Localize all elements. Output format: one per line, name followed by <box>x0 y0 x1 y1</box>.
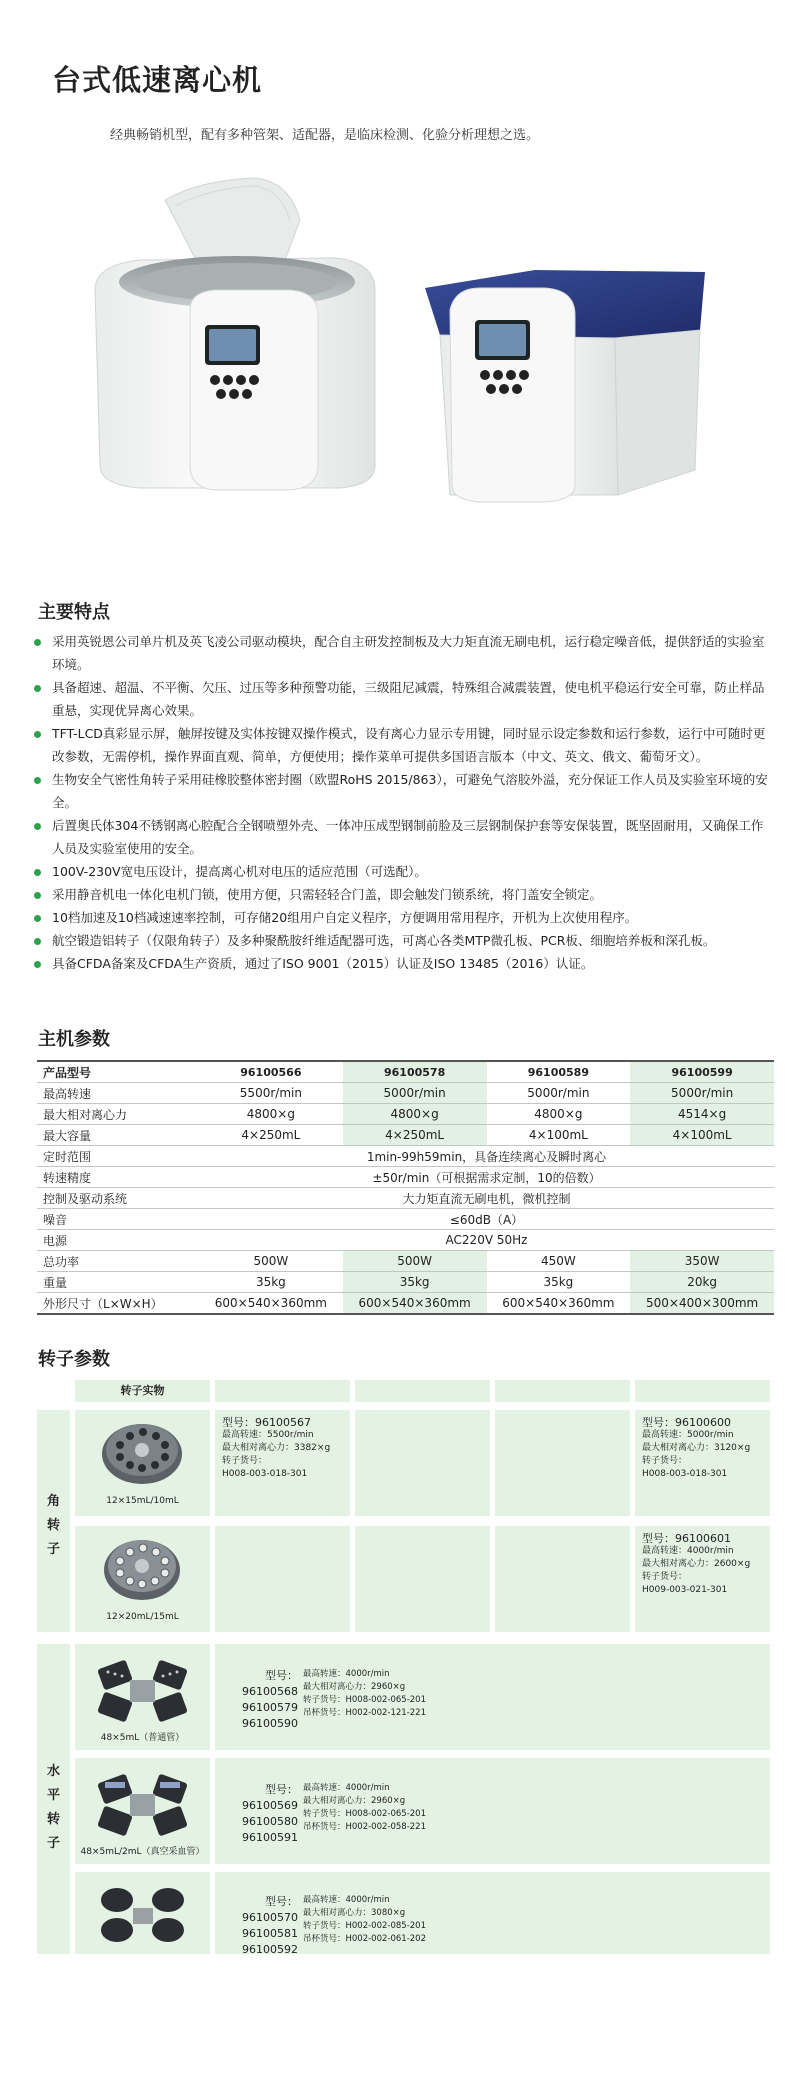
empty-cell <box>495 1526 630 1632</box>
rotor-models: 型号：96100569 96100580 96100591 <box>242 1783 298 1844</box>
rotor-caption: 48×5mL（普通管） <box>100 1733 185 1743</box>
table-row <box>37 1104 774 1125</box>
angle-rotor-label: 角 转 子 <box>46 1494 60 1557</box>
swing-rotor-image <box>75 1872 210 1954</box>
table-cell: 600×540×360mm <box>199 1293 343 1315</box>
table-cell: 4×250mL <box>343 1125 487 1146</box>
row-label: 重量 <box>37 1272 199 1293</box>
rotor-info-cell <box>215 1758 770 1864</box>
table-header-cell: 产品型号 <box>37 1061 199 1083</box>
rotor-info-96100567: 型号：96100567 最高转速：5500r/min 最大相对离心力：3382×g 转子货号： H008-003-018-301 <box>222 1416 331 1479</box>
table-cell: 350W <box>630 1251 774 1272</box>
rotor-info-cell <box>215 1872 770 1954</box>
table-cell: 4×250mL <box>199 1125 343 1146</box>
table-header-cell: 96100566 <box>199 1061 343 1083</box>
table-cell: ≤60dB（A） <box>199 1209 774 1230</box>
feature-item: 后置奥氏体304不锈钢离心腔配合全钢喷塑外壳、一体冲压成型钢制前脸及三层钢制保护套等安保装置，既坚固耐用，又确保工作人员及实验室使用的安全。 <box>30 814 770 860</box>
table-cell: 大力矩直流无刷电机，微机控制 <box>199 1188 774 1209</box>
table-header-cell: 96100599 <box>630 1061 774 1083</box>
row-label: 总功率 <box>37 1251 199 1272</box>
table-cell: 600×540×360mm <box>487 1293 631 1315</box>
empty-cell <box>355 1410 490 1516</box>
table-cell: 600×540×360mm <box>343 1293 487 1315</box>
table-cell: 5000r/min <box>343 1083 487 1104</box>
swing-rotor-label: 水 平 转 子 <box>46 1764 60 1851</box>
table-cell: 500W <box>343 1251 487 1272</box>
table-cell: 4×100mL <box>630 1125 774 1146</box>
table-row <box>37 1188 774 1209</box>
rotor-caption: 48×5mL/2mL（真空采血管） <box>80 1847 205 1857</box>
feature-item: 采用英锐恩公司单片机及英飞凌公司驱动模块，配合自主研发控制板及大力矩直流无刷电机，运行稳定噪音低，提供舒适的实验室环境。 <box>30 630 770 676</box>
feature-item: 航空锻造铝转子（仅限角转子）及多种聚酰胺纤维适配器可选，可离心各类MTP微孔板、PCR板、细胞培养板和深孔板。 <box>30 929 770 952</box>
header-cell <box>635 1380 770 1402</box>
header-cell <box>355 1380 490 1402</box>
row-label: 定时范围 <box>37 1146 199 1167</box>
rotor-specs: 最高转速：4000r/min 最大相对离心力：2960×g 转子货号：H008-002-065-201 吊杯货号：H002-002-058-221 <box>303 1783 426 1832</box>
row-label: 电源 <box>37 1230 199 1251</box>
params-table <box>37 1060 774 1315</box>
table-row <box>37 1125 774 1146</box>
page-title: 台式低速离心机 <box>52 63 263 97</box>
table-row <box>37 1209 774 1230</box>
feature-item: 生物安全气密性角转子采用硅橡胶整体密封圈（欧盟RoHS 2015/863），可避免气溶胶外溢，充分保证工作人员及实验室环境的安全。 <box>30 768 770 814</box>
feature-item: 10档加速及10档减速速率控制，可存储20组用户自定义程序，方便调用常用程序，开机为上次使用程序。 <box>30 906 770 929</box>
table-cell: 1min-99h59min，具备连续离心及瞬时离心 <box>199 1146 774 1167</box>
row-label: 最高转速 <box>37 1083 199 1104</box>
feature-item: 100V-230V宽电压设计，提高离心机对电压的适应范围（可选配）。 <box>30 860 770 883</box>
empty-cell <box>495 1410 630 1516</box>
rotor-info-96100600: 型号：96100600 最高转速：5000r/min 最大相对离心力：3120×g 转子货号： H008-003-018-301 <box>642 1416 751 1479</box>
table-cell: 450W <box>487 1251 631 1272</box>
table-cell: 500×400×300mm <box>630 1293 774 1315</box>
table-cell: 4800×g <box>343 1104 487 1125</box>
closed-lid-centrifuge <box>425 270 705 502</box>
table-cell: ±50r/min（可根据需求定制，10的倍数） <box>199 1167 774 1188</box>
table-cell: 20kg <box>630 1272 774 1293</box>
table-header-cell: 96100578 <box>343 1061 487 1083</box>
table-cell: AC220V 50Hz <box>199 1230 774 1251</box>
feature-item: 采用静音机电一体化电机门锁，使用方便，只需轻轻合门盖，即会触发门锁系统，将门盖安全锁定。 <box>30 883 770 906</box>
row-label: 控制及驱动系统 <box>37 1188 199 1209</box>
table-row <box>37 1083 774 1104</box>
params-heading: 主机参数 <box>38 1029 110 1050</box>
table-cell: 5500r/min <box>199 1083 343 1104</box>
rotor-info-96100601: 型号：96100601 最高转速：4000r/min 最大相对离心力：2600×g 转子货号： H009-003-021-301 <box>642 1532 751 1595</box>
table-row <box>37 1146 774 1167</box>
feature-item: 具备超速、超温、不平衡、欠压、过压等多种预警功能，三级阻尼减震，特殊组合减震装置，使电机平稳运行安全可靠，防止样品重悬，实现优异离心效果。 <box>30 676 770 722</box>
table-cell: 4514×g <box>630 1104 774 1125</box>
table-cell: 4800×g <box>199 1104 343 1125</box>
table-row <box>37 1167 774 1188</box>
rotor-info-cell <box>215 1644 770 1750</box>
table-row <box>37 1230 774 1251</box>
header-cell <box>495 1380 630 1402</box>
open-lid-centrifuge <box>95 178 375 490</box>
rotor-caption: 12×15mL/10mL <box>106 1496 179 1506</box>
rotor-photo-cell <box>75 1872 210 1954</box>
row-label: 噪音 <box>37 1209 199 1230</box>
table-cell: 5000r/min <box>487 1083 631 1104</box>
rotor-models: 型号：96100570 96100581 96100592 <box>242 1895 298 1956</box>
empty-cell <box>215 1526 350 1632</box>
rotor-specs: 最高转速：4000r/min 最大相对离心力：3080×g 转子货号：H002-002-085-201 吊杯货号：H002-002-061-202 <box>303 1895 426 1944</box>
centrifuge-product-photo <box>0 170 800 510</box>
table-header-cell: 96100589 <box>487 1061 631 1083</box>
page-subtitle: 经典畅销机型，配有多种管架、适配器，是临床检测、化验分析理想之选。 <box>110 128 540 143</box>
table-cell: 4×100mL <box>487 1125 631 1146</box>
table-row <box>37 1272 774 1293</box>
feature-item: 具备CFDA备案及CFDA生产资质，通过了ISO 9001（2015）认证及ISO 13485（2016）认证。 <box>30 952 770 975</box>
feature-item: TFT-LCD真彩显示屏，触屏按键及实体按键双操作模式，设有离心力显示专用键，同时显示设定参数和运行参数，运行中可随时更改参数，无需停机，操作界面直观、简单，方便使用；操作菜单可提供多国语言版本（中文、英文、俄文、葡萄牙文）。 <box>30 722 770 768</box>
row-label: 最大相对离心力 <box>37 1104 199 1125</box>
rotor-grid <box>0 1380 800 1980</box>
rotors-heading: 转子参数 <box>38 1349 110 1370</box>
table-cell: 35kg <box>343 1272 487 1293</box>
rotor-photo-header: 转子实物 <box>75 1380 210 1402</box>
table-row <box>37 1293 774 1315</box>
header-cell <box>215 1380 350 1402</box>
table-cell: 4800×g <box>487 1104 631 1125</box>
row-label: 最大容量 <box>37 1125 199 1146</box>
rotor-models: 型号：96100568 96100579 96100590 <box>242 1669 298 1730</box>
empty-cell <box>355 1526 490 1632</box>
table-row <box>37 1251 774 1272</box>
table-header-row <box>37 1061 774 1083</box>
table-cell: 35kg <box>199 1272 343 1293</box>
table-cell: 5000r/min <box>630 1083 774 1104</box>
row-label: 外形尺寸（L×W×H） <box>37 1293 199 1315</box>
table-cell: 500W <box>199 1251 343 1272</box>
row-label: 转速精度 <box>37 1167 199 1188</box>
rotor-specs: 最高转速：4000r/min 最大相对离心力：2960×g 转子货号：H008-002-065-201 吊杯货号：H002-002-121-221 <box>303 1669 426 1718</box>
features-heading: 主要特点 <box>38 602 110 623</box>
table-cell: 35kg <box>487 1272 631 1293</box>
rotor-caption: 12×20mL/15mL <box>106 1612 179 1622</box>
features-list <box>30 630 770 975</box>
